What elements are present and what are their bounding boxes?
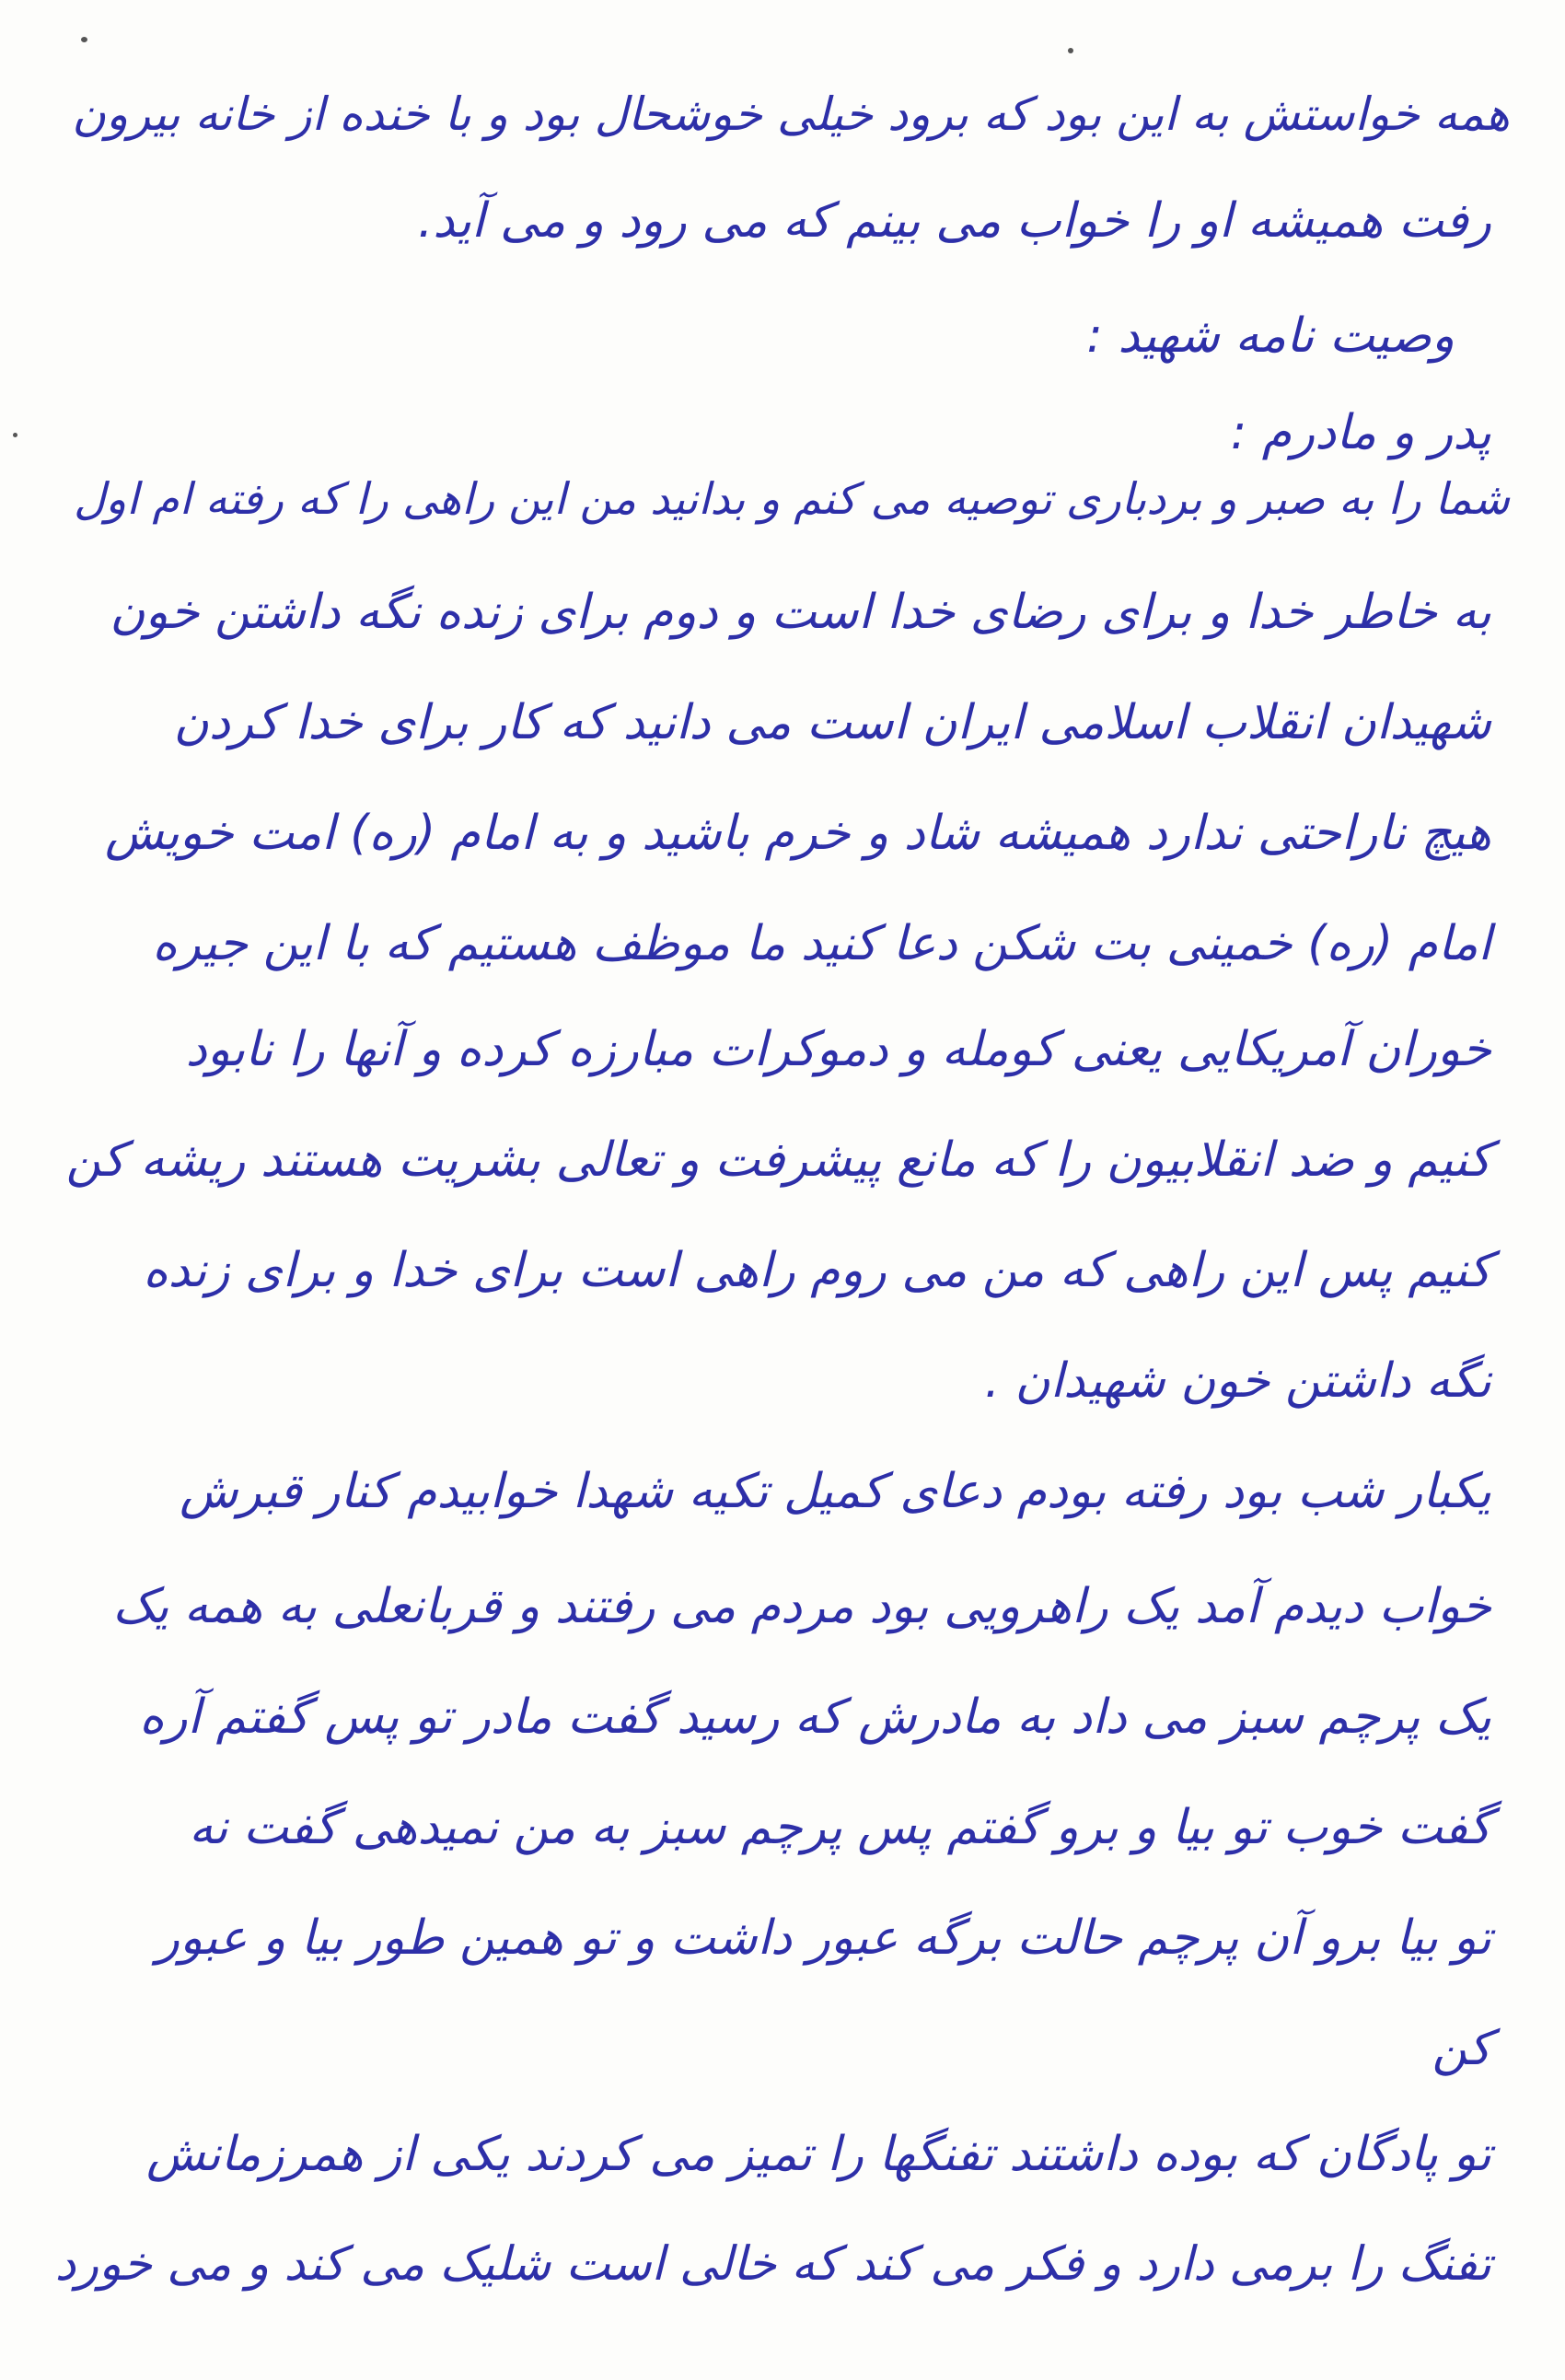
text-line: کنیم و ضد انقلابیون را که مانع پیشرفت و تعالی بشریت هستند ریشه کن bbox=[65, 1132, 1491, 1188]
text-line: تو بیا برو آن پرچم حالت برگه عبور داشت و تو همین طور بیا و عبور bbox=[156, 1910, 1491, 1966]
text-line: نگه داشتن خون شهیدان . bbox=[984, 1353, 1491, 1409]
text-line: خواب دیدم آمد یک راهرویی بود مردم می رفتند و قربانعلی به همه یک bbox=[112, 1579, 1491, 1634]
scan-speck bbox=[1068, 48, 1073, 53]
text-line: تو پادگان که بوده داشتند تفنگها را تمیز می کردند یکی از همرزمانش bbox=[145, 2127, 1491, 2182]
text-line: به خاطر خدا و برای رضای خدا است و دوم برای زنده نگه داشتن خون bbox=[110, 585, 1491, 640]
text-line: شهیدان انقلاب اسلامی ایران است می دانید که کار برای خدا کردن bbox=[173, 695, 1491, 750]
text-line: کن bbox=[1432, 2021, 1491, 2076]
text-line: رفت همیشه او را خواب می بینم که می رود و می آید. bbox=[417, 193, 1491, 249]
text-line: هیچ ناراحتی ندارد همیشه شاد و خرم باشید و به امام (ره) امت خویش bbox=[105, 806, 1491, 861]
text-line: تفنگ را برمی دارد و فکر می کند که خالی است شلیک می کند و می خورد bbox=[54, 2237, 1491, 2292]
text-line: خوران آمریکایی یعنی کومله و دموکرات مبارزه کرده و آنها را نابود bbox=[185, 1022, 1491, 1077]
text-line: شما را به صبر و بردباری توصیه می کنم و بدانید من این راهی را که رفته ام اول bbox=[74, 474, 1510, 525]
scan-speck bbox=[13, 433, 17, 437]
text-line: همه خواستش به این بود که برود خیلی خوشحال بود و با خنده از خانه بیرون bbox=[72, 87, 1510, 141]
text-line: امام (ره) خمینی بت شکن دعا کنید ما موظف هستیم که با این جیره bbox=[152, 916, 1491, 971]
text-line: یک پرچم سبز می داد به مادرش که رسید گفت مادر تو پس گفتم آره bbox=[139, 1689, 1491, 1745]
text-line: کنیم پس این راهی که من می روم راهی است برای خدا و برای زنده bbox=[143, 1243, 1491, 1298]
scan-speck bbox=[81, 37, 87, 42]
text-line: یکبار شب بود رفته بودم دعای کمیل تکیه شهدا خوابیدم کنار قبرش bbox=[180, 1464, 1491, 1519]
text-line: گفت خوب تو بیا و برو گفتم پس پرچم سبز به من نمیدهی گفت نه bbox=[189, 1800, 1491, 1855]
text-line: پدر و مادرم : bbox=[1230, 405, 1491, 460]
text-line: وصیت نامه شهید : bbox=[1086, 308, 1455, 364]
